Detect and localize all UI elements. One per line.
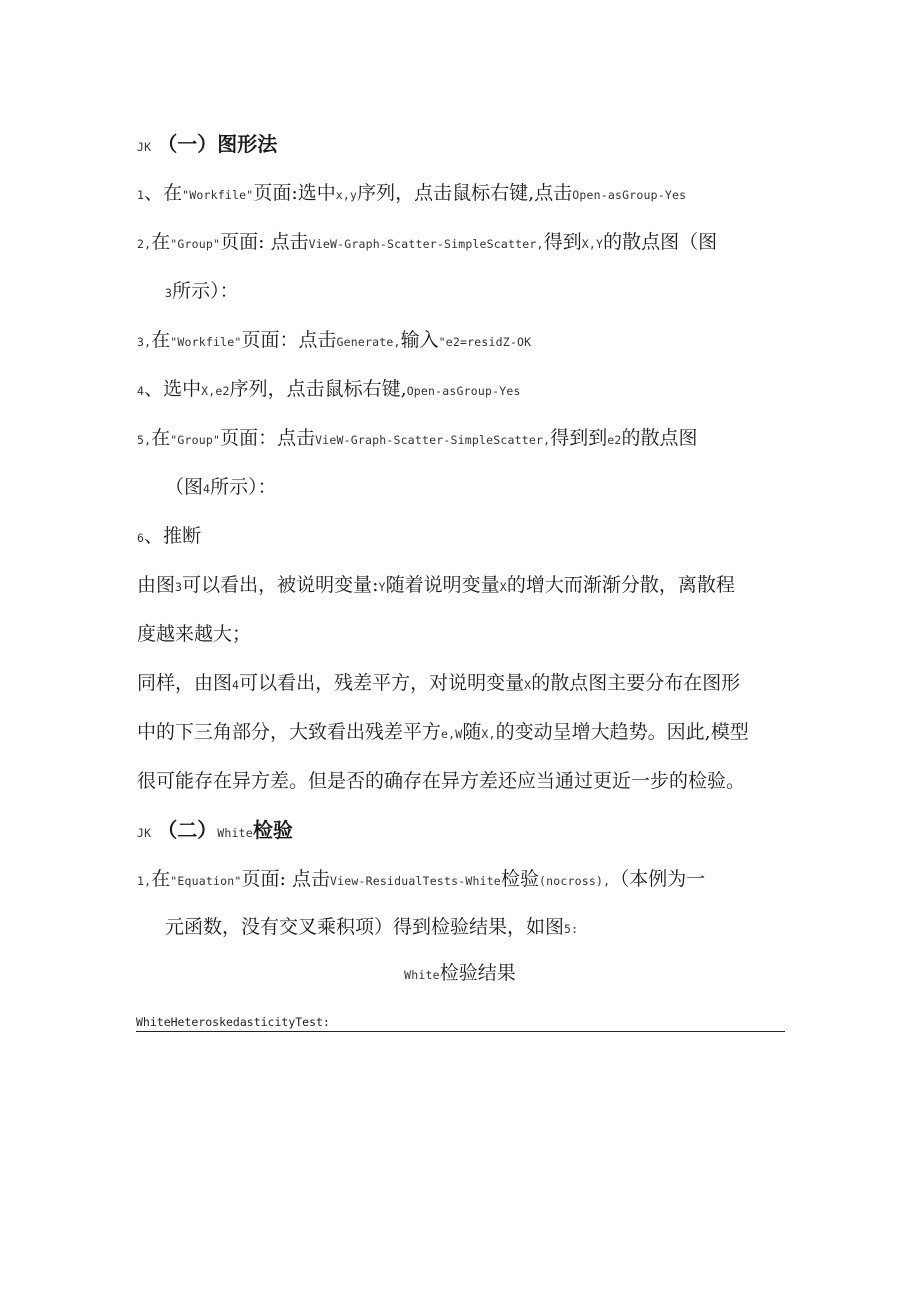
figure-number: 3 [165, 286, 173, 300]
code-text: View-ResidualTests-White [329, 874, 501, 888]
step-2-continued [165, 278, 239, 306]
section-heading-graphic-method [137, 131, 277, 160]
code-text: e2 [607, 433, 622, 447]
figure-number: 4 [203, 482, 211, 496]
code-text: VieW-Graph-Scatter-SimpleScatter, [308, 237, 544, 251]
step-3 [137, 327, 531, 355]
code-text: Generate, [336, 335, 401, 349]
text: 可以看出，残差平方，对说明变量 [239, 672, 525, 694]
step-5 [137, 425, 698, 453]
step-number: 2, [137, 237, 152, 251]
code-text: "Equation" [170, 874, 242, 888]
code-text: "Group" [170, 433, 221, 447]
white-step-1 [137, 866, 705, 894]
heading-number: JK [137, 140, 152, 154]
text: 得到 [543, 231, 582, 253]
step-number: 4 [137, 384, 145, 398]
text: 、选中 [144, 378, 202, 400]
heading-title: （二） [157, 818, 218, 842]
text: （本例为一 [610, 868, 706, 890]
text: 的变动呈增大趋势。因此,模型 [495, 721, 749, 743]
step-number: 3, [137, 335, 152, 349]
text: 页面：点击 [220, 427, 316, 449]
code-text: White [217, 826, 253, 840]
text: 页面: 点击 [220, 231, 309, 253]
text: 、推断 [144, 525, 202, 547]
code-text: Open-asGroup-Yes [572, 188, 687, 202]
step-1 [137, 180, 686, 208]
heading-title: 检验 [252, 818, 293, 842]
code-text: X,e2 [201, 384, 230, 398]
heading-number: JK [137, 826, 152, 840]
text: 在 [151, 231, 171, 253]
code-text: x,y [335, 188, 358, 202]
code-text: White [404, 968, 440, 982]
step-4 [137, 376, 521, 404]
text: （图 [165, 476, 204, 498]
figure-number: 5: [564, 922, 579, 936]
text: 、在 [144, 182, 183, 204]
code-text: Open-asGroup-Yes [406, 384, 521, 398]
text: 很可能存在异方差。但是否的确存在异方差还应当通过更近一步的检验。 [137, 770, 746, 792]
code-text: e,W [441, 727, 463, 741]
step-number: 1 [137, 188, 145, 202]
code-text: X,Y [581, 237, 604, 251]
step-number: 1, [137, 874, 152, 888]
table-title: WhiteHeteroskedasticityTest: [136, 1015, 330, 1029]
figure-number: 3 [175, 580, 183, 594]
text: 页面: 点击 [241, 868, 330, 890]
code-text: "Workfile" [182, 188, 254, 202]
text: 序列，点击鼠标右键, [229, 378, 407, 400]
text: 页面:选中 [253, 182, 336, 204]
text: 同样，由图 [137, 672, 233, 694]
text: 的散点图（图 [603, 231, 718, 253]
paragraph-1-line-2 [137, 621, 251, 647]
step-number: 5, [137, 433, 152, 447]
paragraph-2-line-3 [137, 768, 745, 794]
paragraph-2-line-2 [137, 719, 749, 747]
paragraph-1-line-1 [137, 572, 735, 600]
text: 输入 [400, 329, 439, 351]
heading-title: （一）图形法 [157, 132, 278, 156]
text: 由图 [137, 574, 176, 596]
code-text: X [524, 678, 532, 692]
text: 所示）： [210, 476, 277, 498]
text: 中的下三角部分，大致看出残差平方 [137, 721, 442, 743]
text: 页面：点击 [241, 329, 337, 351]
section-heading-white-test [137, 817, 293, 846]
text: 检验 [500, 868, 539, 890]
text: 检验结果 [439, 962, 516, 984]
text: 随 [462, 721, 482, 743]
text: 在 [151, 427, 171, 449]
text: 元函数，没有交叉乘积项）得到检验结果，如图 [165, 916, 565, 938]
step-6 [137, 523, 201, 551]
text: 度越来越大； [137, 623, 252, 645]
code-text: (nocross), [538, 874, 611, 888]
code-text: X, [481, 727, 496, 741]
figure-caption [0, 960, 920, 988]
step-2 [137, 229, 717, 257]
text: 序列，点击鼠标右键,点击 [357, 182, 573, 204]
figure-number: 4 [232, 678, 240, 692]
code-text: X [499, 580, 507, 594]
text: 的增大而渐渐分散，离散程 [506, 574, 735, 596]
paragraph-2-line-1 [137, 670, 740, 698]
code-text: Y [378, 580, 386, 594]
white-step-1-continued [165, 914, 578, 942]
code-text: "Group" [170, 237, 221, 251]
text: 得到到 [550, 427, 608, 449]
text: 的散点图主要分布在图形 [531, 672, 741, 694]
text: 所示）： [172, 280, 239, 302]
code-text: "Workfile" [170, 335, 242, 349]
step-number: 6 [137, 531, 145, 545]
text: 在 [151, 868, 171, 890]
text: 可以看出，被说明变量: [182, 574, 379, 596]
table-top-rule [136, 1031, 785, 1032]
text: 随着说明变量 [385, 574, 500, 596]
text: 的散点图 [621, 427, 698, 449]
code-text: VieW-Graph-Scatter-SimpleScatter, [315, 433, 551, 447]
code-text: "e2=residZ-OK [438, 335, 532, 349]
step-5-continued [165, 474, 277, 502]
text: 在 [151, 329, 171, 351]
